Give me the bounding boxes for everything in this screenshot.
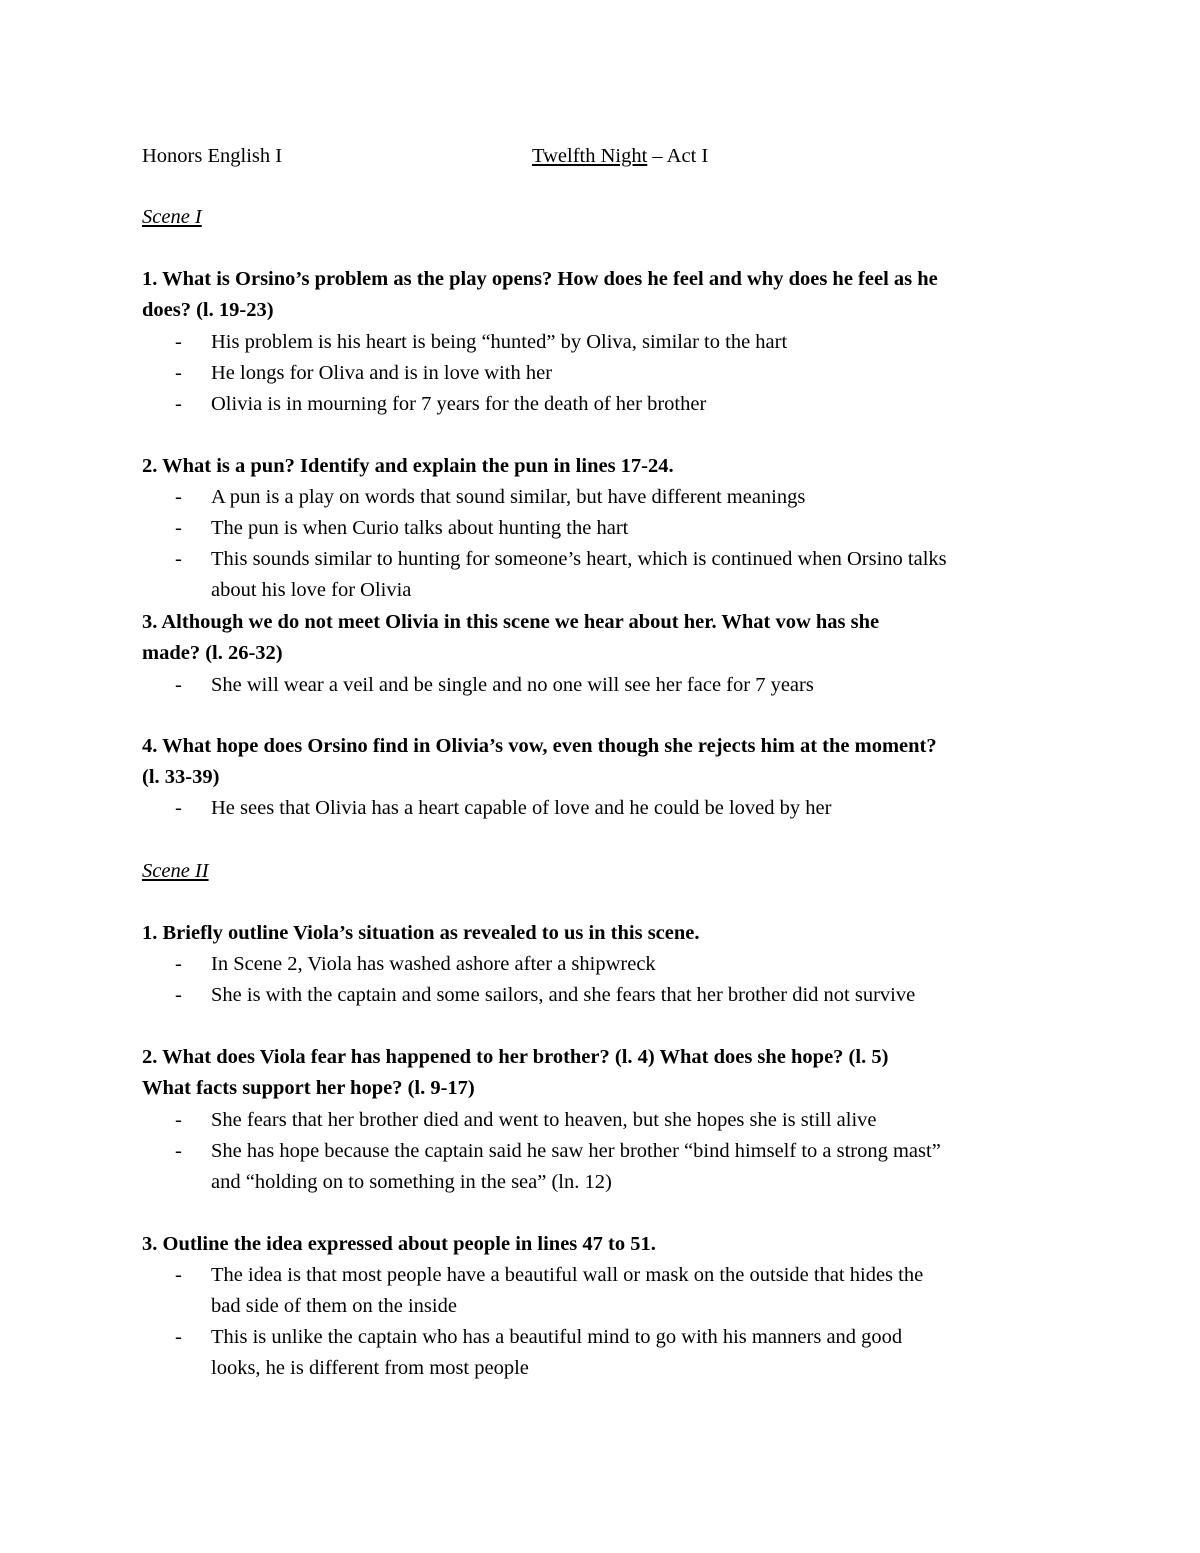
scene2-q3-answer: This is unlike the captain who has a beautiful mind to go with his manners and good	[211, 1326, 903, 1348]
scene2-q2-line1: 2. What does Viola fear has happened to her brother? (l. 4) What does she hope? (l. 5)	[142, 1046, 889, 1068]
play-title: Twelfth Night	[532, 145, 648, 167]
scene2-heading: Scene II	[142, 860, 209, 882]
scene1-q2-answer: A pun is a play on words that sound similar, but have different meanings	[211, 486, 806, 508]
scene1-q1-line1: 1. What is Orsino’s problem as the play opens? How does he feel and why does he feel as he	[142, 268, 938, 290]
scene2-q2-answer-cont: and “holding on to something in the sea” (ln. 12)	[211, 1171, 612, 1193]
scene1-q3-line2: made? (l. 26-32)	[142, 642, 283, 664]
bullet-dash: -	[175, 331, 182, 353]
bullet-dash: -	[175, 1109, 182, 1131]
scene1-heading: Scene I	[142, 206, 202, 228]
scene2-q3-line1: 3. Outline the idea expressed about people in lines 47 to 51.	[142, 1233, 656, 1255]
bullet-dash: -	[175, 548, 182, 570]
scene1-q1-answer: Olivia is in mourning for 7 years for the death of her brother	[211, 393, 707, 415]
scene2-q1-answer: She is with the captain and some sailors, and she fears that her brother did not survive	[211, 984, 916, 1006]
scene1-q2-answer-cont: about his love for Olivia	[211, 579, 412, 601]
scene2-q3-answer-cont: looks, he is different from most people	[211, 1357, 529, 1379]
scene1-q4-line2: (l. 33-39)	[142, 766, 220, 788]
scene1-q1-line2: does? (l. 19-23)	[142, 299, 274, 321]
bullet-dash: -	[175, 486, 182, 508]
bullet-dash: -	[175, 1264, 182, 1286]
scene2-q1-line1: 1. Briefly outline Viola’s situation as revealed to us in this scene.	[142, 922, 700, 944]
scene2-q3-answer-cont: bad side of them on the inside	[211, 1295, 457, 1317]
scene1-q2-answer: This sounds similar to hunting for someone’s heart, which is continued when Orsino talks	[211, 548, 947, 570]
bullet-dash: -	[175, 797, 182, 819]
document-title	[532, 146, 708, 167]
bullet-dash: -	[175, 984, 182, 1006]
scene1-q3-line1: 3. Although we do not meet Olivia in this scene we hear about her. What vow has she	[142, 611, 880, 633]
scene1-q1-answer: His problem is his heart is being “hunted” by Oliva, similar to the hart	[211, 331, 788, 353]
scene2-q2-answer: She fears that her brother died and went to heaven, but she hopes she is still alive	[211, 1109, 877, 1131]
bullet-dash: -	[175, 1326, 182, 1348]
scene1-q2-answer: The pun is when Curio talks about hunting the hart	[211, 517, 629, 539]
scene1-q3-answer: She will wear a veil and be single and no one will see her face for 7 years	[211, 674, 814, 696]
scene1-q2-line1: 2. What is a pun? Identify and explain the pun in lines 17-24.	[142, 455, 674, 477]
bullet-dash: -	[175, 362, 182, 384]
scene2-q2-line2: What facts support her hope? (l. 9-17)	[142, 1077, 475, 1099]
scene1-q4-answer: He sees that Olivia has a heart capable of love and he could be loved by her	[211, 797, 832, 819]
scene1-q4-line1: 4. What hope does Orsino find in Olivia’s vow, even though she rejects him at the moment?	[142, 735, 937, 757]
scene1-q1-answer: He longs for Oliva and is in love with her	[211, 362, 553, 384]
bullet-dash: -	[175, 517, 182, 539]
bullet-dash: -	[175, 393, 182, 415]
scene2-q2-answer: She has hope because the captain said he saw her brother “bind himself to a strong mast”	[211, 1140, 941, 1162]
bullet-dash: -	[175, 953, 182, 975]
bullet-dash: -	[175, 1140, 182, 1162]
course-name: Honors English I	[142, 145, 283, 167]
scene2-q3-answer: The idea is that most people have a beautiful wall or mask on the outside that hides the	[211, 1264, 924, 1286]
act-label: – Act I	[647, 145, 709, 167]
scene2-q1-answer: In Scene 2, Viola has washed ashore after a shipwreck	[211, 953, 656, 975]
bullet-dash: -	[175, 674, 182, 696]
